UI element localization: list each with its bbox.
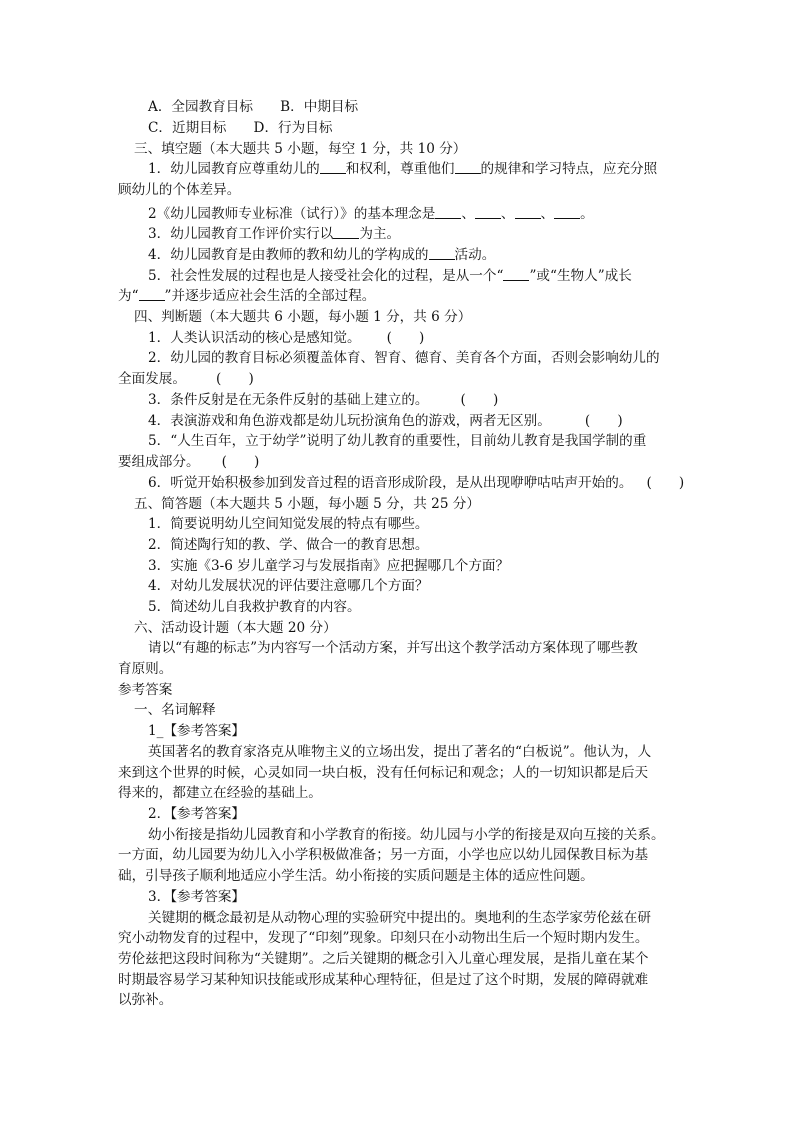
answer2-label: 2．【参考答案】 [148,806,246,822]
answer-parentheses: ( ) [221,454,260,470]
section4-title: 四、判断题（本大题共 6 小题，每小题 1 分，共 6 分） [134,309,472,325]
judge-q5-line1: 5．“人生百年，立于幼学”说明了幼儿教育的重要性，目前幼儿教育是我国学制的重 [148,433,647,449]
text: 的规律和学习特点，应充分照 [480,161,658,177]
separator: 、 [540,206,555,222]
answer1-line2: 来到这个世界的时候，心灵如同一块白板，没有任何标记和观念；人的一切知识都是后天 [118,765,649,781]
short-q5: 5．简述幼儿自我救护教育的内容。 [148,599,361,615]
separator: 、 [461,206,475,222]
answer-blank [475,205,501,219]
answer2-line1: 幼小衔接是指幼儿园教育和小学教育的衔接。幼儿园与小学的衔接是双向互接的关系。 [148,827,665,843]
text: 活动。 [454,247,496,263]
fill-q3 [148,225,400,243]
answer-parentheses: ( ) [584,413,623,429]
option-line-ab: A．全园教育目标 B．中期目标 [148,99,359,115]
answer-blank [139,287,165,301]
text: ”并逐步适应社会生活的全部过程。 [164,288,376,304]
text: 全面发展。 [118,371,186,387]
section3-title: 三、填空题（本大题共 5 小题，每空 1 分，共 10 分） [134,141,467,157]
separator: 、 [500,206,515,222]
text: 3．幼儿园教育工作评价实行以 [148,226,334,242]
short-q2: 2．简述陶行知的教、学、做合一的教育思想。 [148,537,429,553]
text: 要组成部分。 [118,454,200,470]
answer-blank [554,205,580,219]
text: 1．幼儿园教育应尊重幼儿的 [148,161,320,177]
short-q3: 3．实施《3-6 岁儿童学习与发展指南》应把握哪几个方面？ [148,558,510,574]
text: 为主。 [359,226,401,242]
text: 2《幼儿园教师专业标准（试行）》的基本理念是 [148,206,436,222]
judge-q6 [148,474,684,492]
text: 3．条件反射是在无条件反射的基础上建立的。 [148,392,429,408]
answer-blank [333,225,359,239]
text: 4．表演游戏和角色游戏都是幼儿玩扮演角色的游戏，两者无区别。 [148,413,551,429]
answer3-line5: 以弥补。 [118,992,173,1008]
answer-blank [320,160,346,174]
text: 和权利，尊重他们 [345,161,455,177]
fill-q5-line1 [148,267,632,285]
design-q-line1: 请以“有趣的标志”为内容写一个活动方案，并写出这个教学活动方案体现了哪些教 [148,640,638,656]
section5-title: 五、简答题（本大题共 5 小题，每小题 5 分，共 25 分） [134,496,480,512]
answer-blank [503,267,529,281]
answer-blank [435,205,461,219]
fill-q5-line2 [118,287,375,305]
fill-q2 [148,205,594,223]
short-q4: 4．对幼儿发展状况的评估要注意哪几个方面？ [148,578,429,594]
answer2-line2: 一方面，幼儿园要为幼儿入小学积极做准备；另一方面，小学也应以幼儿园保教目标为基 [118,847,649,863]
answer3-label: 3．【参考答案】 [148,889,246,905]
text: 6．听觉开始积极参加到发音过程的语音形成阶段，是从出现咿咿咕咕声开始的。 [148,475,633,491]
answers-part1-title: 一、名词解释 [134,702,216,718]
option-line-cd: C．近期目标 D．行为目标 [148,120,333,136]
text: ”或“生物人”成长 [529,268,632,284]
answer-blank [515,205,541,219]
answer1-label: 1_【参考答案】 [148,723,246,739]
answer-parentheses: ( ) [646,475,685,491]
judge-q4 [148,412,623,430]
judge-q5-line2 [118,453,259,471]
design-q-line2: 育原则。 [118,661,173,677]
fill-q4 [148,246,495,264]
answer-parentheses: ( ) [460,392,499,408]
section6-title: 六、活动设计题（本大题 20 分） [134,620,337,636]
text: 为“ [118,288,139,304]
text: 4．幼儿园教育是由教师的教和幼儿的学构成的 [148,247,429,263]
answer3-line4: 时期最容易学习某种知识技能或形成某种心理特征，但是过了这个时期，发展的障碍就难 [118,972,649,988]
judge-q1 [148,329,424,347]
answer3-line1: 关键期的概念最初是从动物心理的实验研究中提出的。奥地利的生态学家劳伦兹在研 [148,910,651,926]
text: 。 [580,206,594,222]
fill-q1-line1 [148,160,657,178]
short-q1: 1．简要说明幼儿空间知觉发展的特点有哪些。 [148,516,429,532]
text: 1．人类认识活动的核心是感知觉。 [148,330,361,346]
answers-heading: 参考答案 [118,682,173,698]
answer-blank [455,160,481,174]
judge-q2-line2 [118,370,254,388]
fill-q1-line2: 顾幼儿的个体差异。 [118,182,241,198]
answer2-line3: 础，引导孩子顺利地适应小学生活。幼小衔接的实质问题是主体的适应性问题。 [118,868,594,884]
judge-q2-line1: 2．幼儿园的教育目标必须覆盖体育、智育、德育、美育各个方面，否则会影响幼儿的 [148,350,660,366]
answer-blank [429,246,455,260]
answer1-line3: 得来的，都建立在经验的基础上。 [118,785,322,801]
answer3-line3: 劳伦兹把这段时间称为“关键期”。之后关键期的概念引入儿童心理发展，是指儿童在某个 [118,951,649,967]
answer-parentheses: ( ) [215,371,254,387]
answer-parentheses: ( ) [386,330,425,346]
text: 5．社会性发展的过程也是人接受社会化的过程，是从一个“ [148,268,504,284]
answer3-line2: 究小动物发育的过程中，发现了“印刻”现象。印刻只在小动物出生后一个短时期内发生。 [118,930,649,946]
judge-q3 [148,391,498,409]
answer1-line1: 英国著名的教育家洛克从唯物主义的立场出发，提出了著名的“白板说”。他认为，人 [148,744,652,760]
